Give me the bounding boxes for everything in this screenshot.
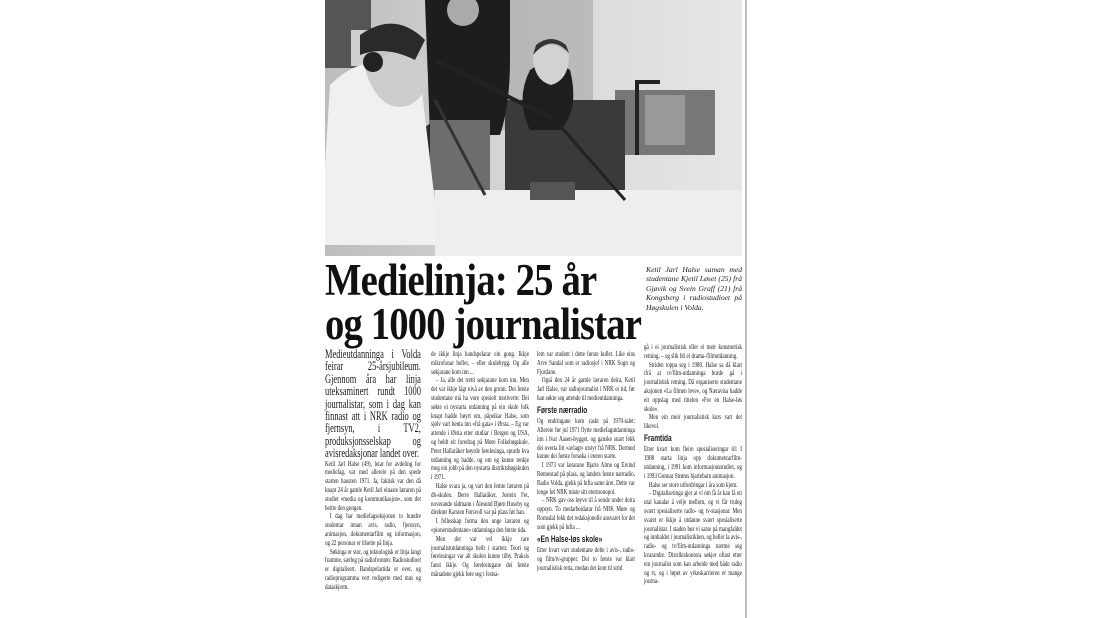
paragraph: Men det var vel ikkje rare journalistutdanninga heilt i starten: Teori og førelesingar var alt skulen kunne tilby. Praksis fanst ikkje. Og førelesingane dei første månadene gjekk føre seg i festsa- xyxy=(431,533,529,578)
paragraph: I 1973 var lærarane Bjarte Alme og Eivind Rønnestad på plass, og landets første nærradio, Radio Volda, gjekk på lufta same året. Dette var lenge før NRK miste sitt etermonopol. xyxy=(537,460,635,496)
paragraph: Ketil Jarl Halse (49), leiar for avdeling for mediefag, var med allereie på den spede starten hausten 1971. Ja, faktisk var den då knapt 24 år gamle Ketil Jarl einaste læraren på studiet «media og kommunikasjon», som det heitte den gongen. xyxy=(325,458,421,512)
article-headline xyxy=(325,255,642,349)
headline-line-1: Medielinja: 25 år xyxy=(325,255,597,305)
subheading-first-local-radio: Første nærradio xyxy=(537,404,588,416)
paragraph: de ikkje linja bandspelarar ein gong. Ikkje mikrofonar heller, – eller skulebygg. Og alle søkjarane kom inn ... xyxy=(431,349,529,376)
paragraph: Etter kvart vart studentane delte i avis-, radio- og film/tv-grupper. Dei to første var klart journalistisk retta, medan det kom til strid xyxy=(537,545,635,572)
paragraph: Søkinga er stor, og teknologisk er linja langt framme, særleg på radiofronten: Radiostudioet er digitalisert. Bandspelartida er over, og radioprogramma vert redigerte med mus og dataskjerm. xyxy=(325,546,421,591)
paragraph: – NRK gav oss løyve til å sende under deira oppsyn. To medarbeidarar frå NRK Møre og Romsdal fekk det redaksjonelle ansvaret for det som gjekk på lufta ... xyxy=(537,495,635,531)
article-column-4 xyxy=(644,343,742,586)
paragraph: Og endringane kom raskt på 1970-talet: Allereie før jul 1971 flytte mediefagutdanninga inn i Ivar Aasen-bygget, og ganske snart fekk dei overta litt «avlagt» utstyr frå NRK. Dermed kunne dei første forsøka i eteren starte. xyxy=(537,416,635,461)
paragraph: Også den 24 år gamle læraren deira, Ketil Jarl Halse, var radiojournalist i NRK ei tid, før han søkte seg attende til medieutdanninga. xyxy=(537,375,635,402)
paragraph: – Ja, alle dei tretti søkjarane kom inn. Men det var ikkje lågt nivå av den grunn. Dei første studentane må ha vore spesielt motiverte: Dei søkte ei nystarta utdanning på ein skule folk knapt hadde høyrt om, påpeikar Halse, som sjølv vart henta inn «frå gata» i Ørsta. – Eg var attende i Ørsta etter studiar i Bergen og USA, og heldt eit foredrag på Møre Folkehøgskule. Peter Hallaråker høyrde førelesinga, spurde kva utdanning eg hadde, og om eg kunne tenkje meg ein jobb på den nystarta distriktshøgskulen i 1971. xyxy=(431,375,529,482)
article-column-2 xyxy=(431,350,529,579)
paragraph: Etter kvart kom fleire spesialiseringar til: I 1988 starta linja opp dokumentarfilm-utdanning, i 1991 kom informasjonsstudiet, og i 1993 Gunnar Strøms hjartebarn animasjon. xyxy=(644,444,742,480)
page-edge-rule xyxy=(745,0,747,618)
article-column-3 xyxy=(537,350,635,573)
radio-studio-photo xyxy=(325,0,742,256)
article-lead: Medieutdanninga i Volda feirar 25-årsjubileum. Gjennom åra har linja uteksaminert rundt 1000 journalistar, som i dag kan finnast att i NRK radio og fjernsyn, i TV2, produksjonsselskap og avisredaksjonar landet over. xyxy=(325,347,421,461)
subheading-halse-less-school: «En Halse-løs skole» xyxy=(537,533,603,545)
paragraph: – Digitaliseringa gjer at vi om få år kan få eit utal kanalar å velje mellom, og vi får truleg svært spesialiserte radio- og tv-stasjonar. Men svaret er ikkje å utdanne svært spesialiserte journalistar. I staden bør vi satse på mangfaldet og innhaldet i journalistikken, og heller la avis-, radio- og tv/film-utdanninga nærme seg kvarandre. Distriktskontora søkjer oftast etter ein journalist som kan arbeide med både radio og tv, og i løpet av yrkeskarrieren er mange journa- xyxy=(644,488,742,586)
photo-caption: Ketil Jarl Halse saman med studentane Kjetil Løset (25) frå Gjøvik og Svein Graff (21) frå Kongsberg i radiostudioet på Høgskulen i Volda. xyxy=(646,265,742,312)
headline-line-2: og 1000 journalistar xyxy=(325,299,642,349)
paragraph: Men ein meir journalistisk kurs vart det likevel. xyxy=(644,412,742,431)
paragraph: I fellesskap forma den unge læraren og «pionerstudentane» utdanninga den første tida. xyxy=(431,516,529,534)
paragraph: lem var student i dette første kullet. Like eins Arve Sandal som er radiosjef i NRK Sogn og Fjordane. xyxy=(537,349,635,376)
paragraph: Striden toppa seg i 1980. Halse sa då klart ifrå at tv/film-utdanninga burde gå i journalistisk retning. Då organiserte studentane aksjonen «La filmen leve», og Næravisa hadde eit oppslag med tittelen «For en Halse-løs skole». xyxy=(644,359,742,413)
paragraph: Halse svara ja, og vart den femte læraren på dh-skulen. Berre Hallaråker, Jostein Fet, noverande rådmann i Ålesund Bjørn Huseby og direktør Karsten Førsvoll var på plass før han. xyxy=(431,480,529,517)
paragraph: gå i ei journalistisk eller ei meir kunstnerisk retning, – og slik bli ei drama-/filmutdanning. xyxy=(644,342,742,360)
article-column-1 xyxy=(325,348,421,592)
paragraph: Halse ser store utfordringar i åra som kjem. xyxy=(648,479,738,489)
subheading-future: Framtida xyxy=(644,432,672,444)
paragraph: I dag har mediefagseksjonen to hundre studentar innan avis, radio, fjernsyn, animasjon, dokumentarfilm og informasjon, og 22 personar er tilsette på linja. xyxy=(325,511,421,547)
